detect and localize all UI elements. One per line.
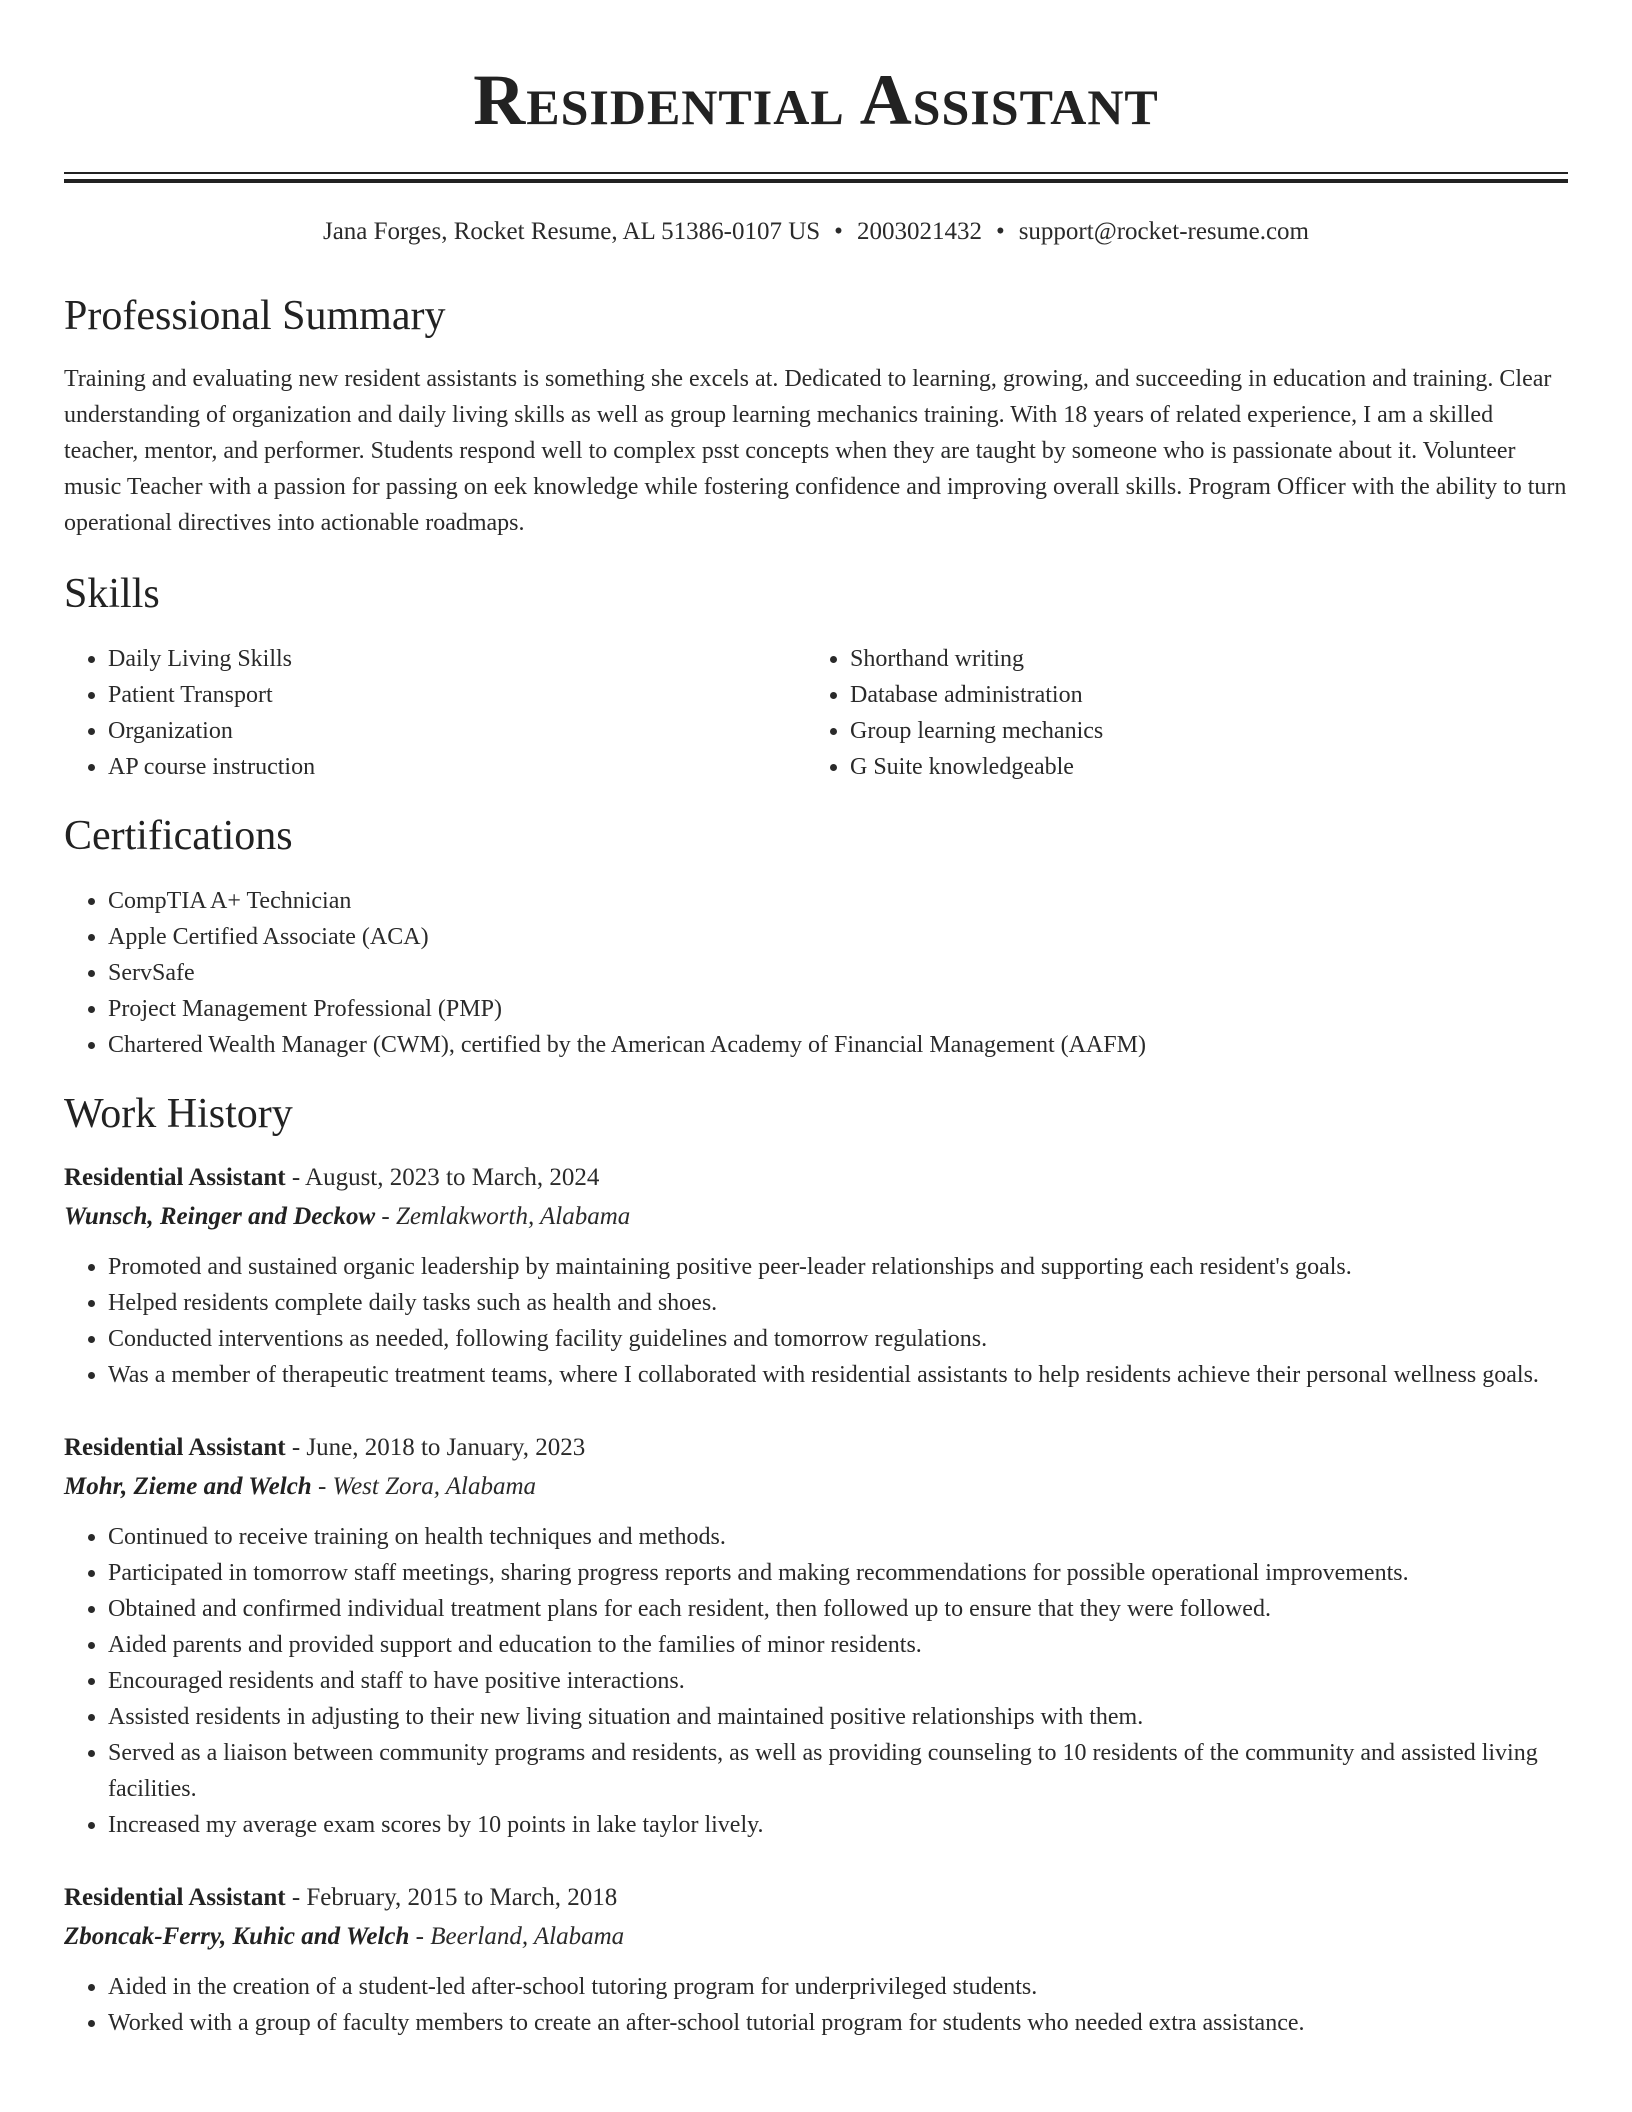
title-divider-thin bbox=[64, 172, 1568, 174]
job-location: West Zora, Alabama bbox=[332, 1473, 537, 1500]
job-bullet: • Encouraged residents and staff to have positive interactions. bbox=[108, 1663, 1568, 1699]
contact-email: support@rocket-resume.com bbox=[1018, 218, 1309, 245]
job-dates: June, 2018 to January, 2023 bbox=[306, 1434, 586, 1461]
certifications-list bbox=[64, 883, 1568, 1063]
job-entry bbox=[64, 1429, 1568, 1843]
summary-text: Training and evaluating new resident assistants is something she excels at. Dedicated to learning, growing, and succeeding in education and training. Clear understanding of organization and daily living skills as well as group learning mechanics training. With 18 years of related experience, I am a skilled teacher, mentor, and performer. Students respond well to complex psst concepts when they are taught by someone who is passionate about it. Volunteer music Teacher with a passion for passing on eek knowledge while fostering confidence and improving overall skills. Program Officer with the ability to turn operational directives into actionable roadmaps. bbox=[64, 366, 1567, 536]
contact-separator: • bbox=[995, 218, 1005, 245]
job-company: Mohr, Zieme and Welch bbox=[64, 1473, 312, 1500]
job-bullet: • Assisted residents in adjusting to their new living situation and maintained positive relationships with them. bbox=[108, 1699, 1568, 1735]
summary-heading: Professional Summary bbox=[64, 293, 446, 339]
resume-page bbox=[64, 0, 1568, 2041]
work-history-heading: Work History bbox=[64, 1091, 293, 1137]
job-location: Beerland, Alabama bbox=[430, 1923, 625, 1950]
skill-item: • Database administration bbox=[850, 677, 1548, 713]
job-title-line bbox=[64, 1429, 1568, 1467]
skill-item: • Daily Living Skills bbox=[108, 641, 806, 677]
contact-line bbox=[64, 217, 1568, 247]
certifications-heading: Certifications bbox=[64, 813, 293, 859]
job-dash: - bbox=[317, 1473, 327, 1500]
job-dates: August, 2023 to March, 2024 bbox=[305, 1164, 600, 1191]
resume-title: Residential Assistant bbox=[473, 60, 1159, 140]
job-title: Residential Assistant bbox=[64, 1884, 286, 1911]
job-dash: - bbox=[381, 1203, 390, 1230]
job-dates: February, 2015 to March, 2018 bbox=[306, 1884, 618, 1911]
job-dash: - bbox=[415, 1923, 424, 1950]
job-dash: - bbox=[291, 1434, 301, 1461]
certification-item: • Apple Certified Associate (ACA) bbox=[108, 919, 1568, 955]
job-bullet: • Helped residents complete daily tasks such as health and shoes. bbox=[108, 1285, 1568, 1321]
contact-address: Jana Forges, Rocket Resume, AL 51386-0107 US bbox=[322, 218, 821, 245]
job-bullets bbox=[64, 1969, 1568, 2041]
job-bullet: • Worked with a group of faculty members to create an after-school tutorial program for students who needed extra assistance. bbox=[108, 2005, 1568, 2041]
job-bullet: • Promoted and sustained organic leadership by maintaining positive peer-leader relationships and supporting each resident's goals. bbox=[108, 1249, 1568, 1285]
job-title: Residential Assistant bbox=[64, 1164, 286, 1191]
job-bullet: • Was a member of therapeutic treatment teams, where I collaborated with residential assistants to help residents achieve their personal wellness goals. bbox=[108, 1357, 1568, 1393]
job-bullet: • Participated in tomorrow staff meetings, sharing progress reports and making recommendations for possible operational improvements. bbox=[108, 1555, 1568, 1591]
job-title-line bbox=[64, 1879, 1568, 1917]
job-company-line bbox=[64, 1917, 1568, 1957]
job-company-line bbox=[64, 1197, 1568, 1237]
job-bullet: • Aided in the creation of a student-led after-school tutoring program for underprivileged students. bbox=[108, 1969, 1568, 2005]
skill-item: • Group learning mechanics bbox=[850, 713, 1548, 749]
skills-column-right bbox=[806, 641, 1548, 785]
job-title: Residential Assistant bbox=[64, 1434, 286, 1461]
job-bullet: • Increased my average exam scores by 10 points in lake taylor lively. bbox=[108, 1807, 1568, 1843]
contact-separator: • bbox=[834, 218, 843, 245]
job-bullet: • Continued to receive training on health techniques and methods. bbox=[108, 1519, 1568, 1555]
job-dash: - bbox=[291, 1884, 301, 1911]
job-bullets bbox=[64, 1519, 1568, 1843]
certification-item: • ServSafe bbox=[108, 955, 1568, 991]
job-location: Zemlakworth, Alabama bbox=[396, 1203, 631, 1230]
job-bullets bbox=[64, 1249, 1568, 1393]
skill-item: • Patient Transport bbox=[108, 677, 806, 713]
job-title-line bbox=[64, 1159, 1568, 1197]
certification-item: • CompTIA A+ Technician bbox=[108, 883, 1568, 919]
skill-item: • AP course instruction bbox=[108, 749, 806, 785]
certification-item: • Project Management Professional (PMP) bbox=[108, 991, 1568, 1027]
job-company-line bbox=[64, 1467, 1568, 1507]
job-bullet: • Served as a liaison between community programs and residents, as well as providing counseling to 10 residents of the community and assisted living facilities. bbox=[108, 1735, 1568, 1807]
title-divider-thick bbox=[64, 179, 1568, 183]
skills-column-left bbox=[64, 641, 806, 785]
job-company: Wunsch, Reinger and Deckow bbox=[64, 1203, 376, 1230]
job-bullet: • Conducted interventions as needed, following facility guidelines and tomorrow regulations. bbox=[108, 1321, 1568, 1357]
skills-list bbox=[64, 641, 1568, 785]
skills-heading: Skills bbox=[64, 571, 160, 617]
job-entry bbox=[64, 1879, 1568, 2041]
job-company: Zboncak-Ferry, Kuhic and Welch bbox=[64, 1923, 410, 1950]
job-dash: - bbox=[291, 1164, 301, 1191]
skill-item: • G Suite knowledgeable bbox=[850, 749, 1548, 785]
job-entry bbox=[64, 1159, 1568, 1393]
contact-phone: 2003021432 bbox=[856, 218, 982, 245]
certification-item: • Chartered Wealth Manager (CWM), certified by the American Academy of Financial Management (AAFM) bbox=[108, 1027, 1568, 1063]
skill-item: • Organization bbox=[108, 713, 806, 749]
skill-item: • Shorthand writing bbox=[850, 641, 1548, 677]
job-bullet: • Aided parents and provided support and education to the families of minor residents. bbox=[108, 1627, 1568, 1663]
job-bullet: • Obtained and confirmed individual treatment plans for each resident, then followed up to ensure that they were followed. bbox=[108, 1591, 1568, 1627]
